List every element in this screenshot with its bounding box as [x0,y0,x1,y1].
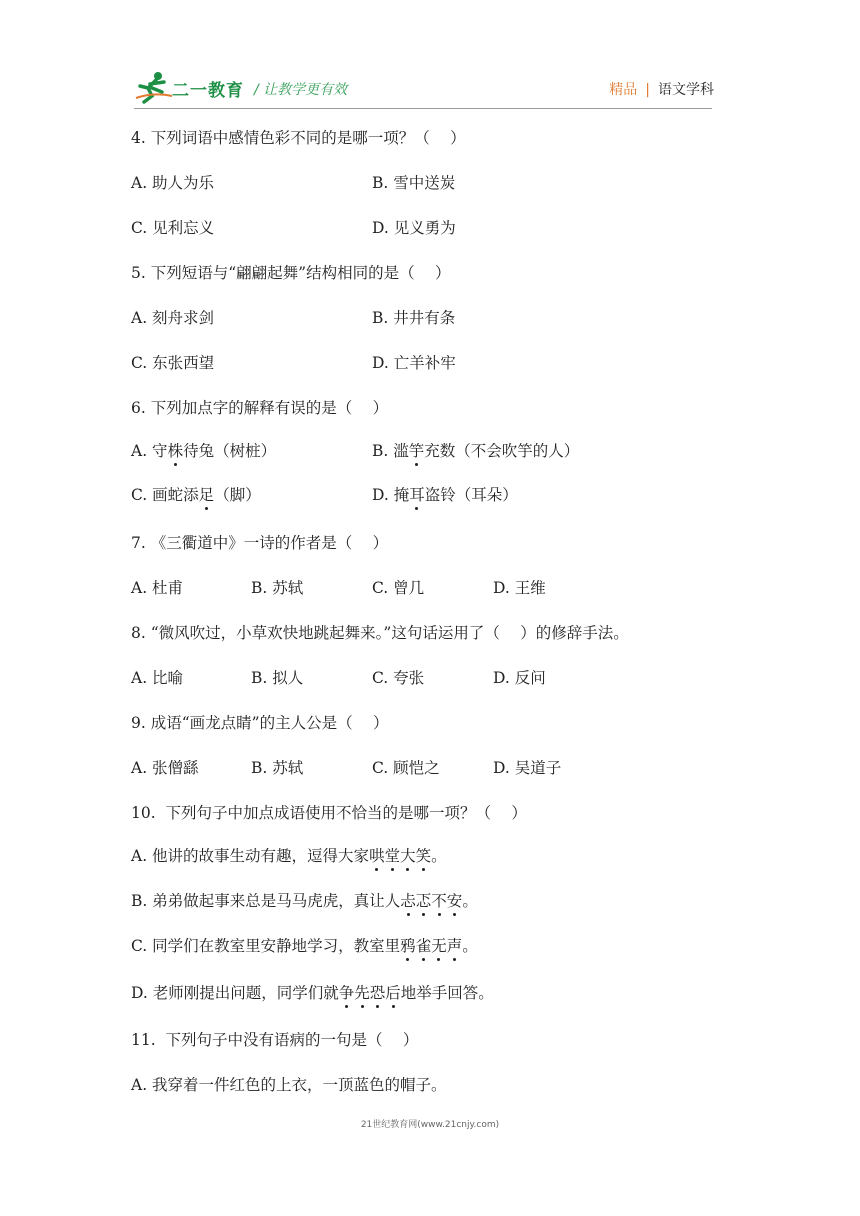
option-c: C. 画蛇添足（脚） [131,486,261,504]
option-c: C. 见利忘义 [131,219,215,237]
dotted-char: 竽 [408,442,425,460]
dotted-char: 足 [198,486,215,504]
option-a: A. 张僧繇 [131,759,199,777]
dotted-idiom: 鸦雀无声 [400,937,463,955]
dotted-char: 株 [167,442,184,460]
header-right: 精品 | 语文学科 [609,82,714,98]
option-a: A. 刻舟求剑 [131,309,215,327]
dotted-idiom: 争先恐后 [338,984,401,1002]
option-c: C. 夸张 [372,669,425,687]
subject-label: 语文学科 [658,82,714,98]
page-footer: 21世纪教育网(www.21cnjy.com) [360,1120,500,1130]
option-c: C. 东张西望 [131,354,215,372]
page-header [134,70,714,108]
option-d: D. 吴道子 [493,759,562,777]
option-a: A. 我穿着一件红色的上衣，一顶蓝色的帽子。 [131,1076,447,1094]
option-c: C. 曾几 [372,579,425,597]
dotted-char: 耳 [409,486,425,504]
option-b: B. 苏轼 [251,579,304,597]
option-d: D. 王维 [493,579,546,597]
logo-text: 二一教育 [172,81,244,101]
question-stem: 10. 下列句子中加点成语使用不恰当的是哪一项？（ ） [131,804,527,822]
option-a: A. 助人为乐 [131,174,215,192]
option-d: D. 反问 [493,669,546,687]
option-d: D. 见义勇为 [372,219,456,237]
header-divider [134,108,712,109]
question-stem: 8. “微风吹过，小草欢快地跳起舞来。”这句话运用了（ ）的修辞手法。 [131,624,629,642]
option-b: B. 井井有条 [372,309,456,327]
question-stem: 6. 下列加点字的解释有误的是（ ） [131,399,389,417]
option-d: D. 掩耳盗铃（耳朵） [372,486,518,504]
option-a: A. 守株待兔（树桩） [131,442,277,460]
runner-icon [134,70,174,104]
option-d: D. 老师刚提出问题，同学们就争先恐后地举手回答。 [131,984,494,1002]
option-b: B. 苏轼 [251,759,304,777]
dotted-idiom: 哄堂大笑 [369,847,432,865]
option-a: A. 比喻 [131,669,184,687]
option-a: A. 他讲的故事生动有趣，逗得大家哄堂大笑。 [131,847,447,865]
question-stem: 5. 下列短语与“翩翩起舞”结构相同的是（ ） [131,264,451,282]
dotted-idiom: 忐忑不安 [400,892,463,910]
option-a: A. 杜甫 [131,579,184,597]
question-stem: 4. 下列词语中感情色彩不同的是哪一项？（ ） [131,129,466,147]
question-stem: 7. 《三衢道中》一诗的作者是（ ） [131,534,389,552]
option-c: C. 同学们在教室里安静地学习，教室里鸦雀无声。 [131,937,478,955]
question-stem: 11. 下列句子中没有语病的一句是（ ） [131,1031,419,1049]
question-stem: 9. 成语“画龙点睛”的主人公是（ ） [131,714,389,732]
quality-tag: 精品 [609,82,638,98]
option-d: D. 亡羊补牢 [372,354,456,372]
logo [134,70,249,104]
option-b: B. 滥竽充数（不会吹竽的人） [372,442,580,460]
option-c: C. 顾恺之 [372,759,440,777]
slogan: / 让教学更有效 [254,82,348,98]
option-b: B. 雪中送炭 [372,174,456,192]
option-b: B. 拟人 [251,669,304,687]
option-b: B. 弟弟做起事来总是马马虎虎，真让人忐忑不安。 [131,892,478,910]
